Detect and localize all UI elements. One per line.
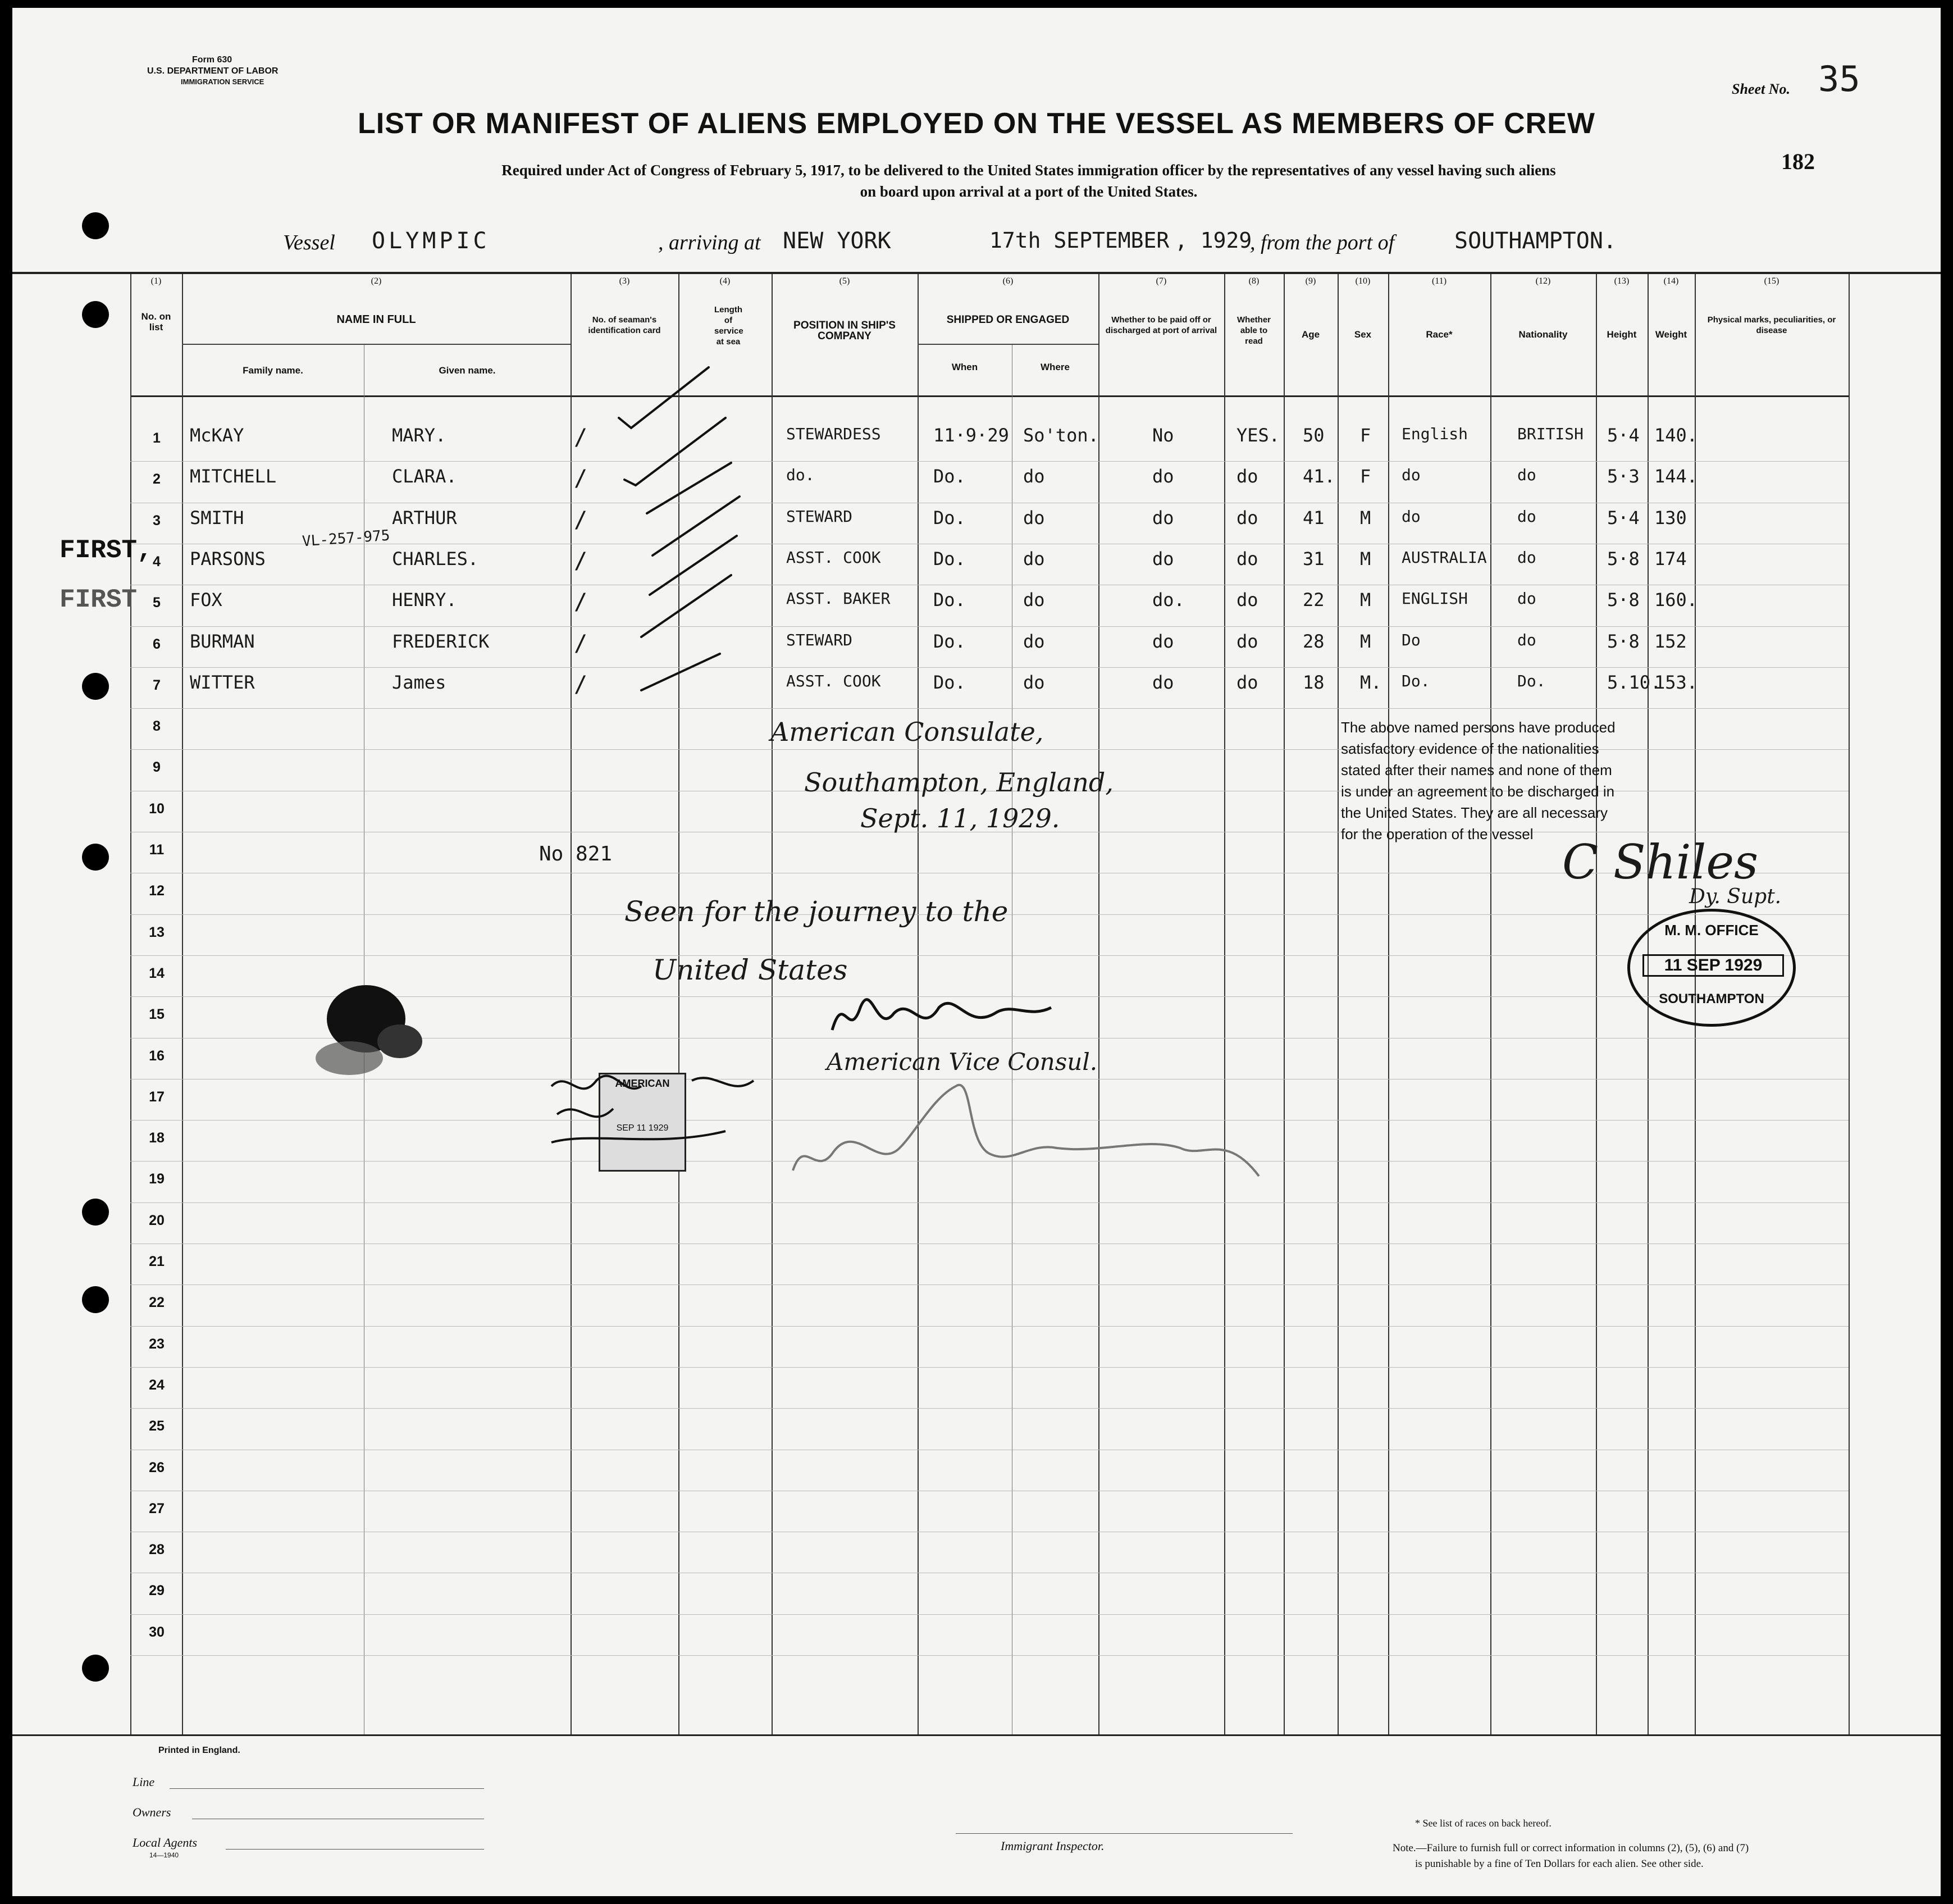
col-header-given-name: Given name. bbox=[439, 365, 496, 376]
row-number: 15 bbox=[149, 1006, 165, 1022]
row-number: 28 bbox=[149, 1542, 165, 1557]
statement-line: stated after their names and none of them bbox=[1341, 762, 1612, 778]
position-cell: ASST. COOK bbox=[786, 672, 881, 690]
statement-line: satisfactory evidence of the nationalities bbox=[1341, 740, 1599, 757]
age-cell: 41 bbox=[1303, 507, 1325, 529]
shipped-where-cell: So'ton. bbox=[1023, 425, 1099, 446]
table-top-border bbox=[12, 272, 1941, 274]
row-number: 16 bbox=[149, 1048, 165, 1064]
statement-line: the United States. They are all necessary bbox=[1341, 804, 1608, 821]
family-name-cell: SMITH bbox=[190, 507, 244, 529]
shipped-when-cell: Do. bbox=[933, 672, 966, 693]
row-number: 25 bbox=[149, 1418, 165, 1434]
shipped-where-cell: do bbox=[1023, 589, 1045, 611]
statement-line: The above named persons have produced bbox=[1341, 719, 1616, 736]
sheet-label: Sheet No. bbox=[1732, 81, 1790, 97]
penalty-note-2: is punishable by a fine of Ten Dollars for each alien. See other side. bbox=[1415, 1858, 1704, 1870]
nationality-cell: do bbox=[1517, 631, 1536, 649]
family-name-cell: McKAY bbox=[190, 425, 244, 446]
able-read-cell: YES. bbox=[1236, 425, 1280, 446]
sex-cell: M. bbox=[1360, 672, 1382, 693]
weight-cell: 140. bbox=[1654, 425, 1698, 446]
row-line bbox=[130, 1408, 1849, 1409]
col-num: (11) bbox=[1431, 276, 1447, 286]
first-mark-2: FIRST bbox=[60, 585, 138, 614]
age-cell: 50 bbox=[1303, 425, 1325, 446]
paid-off-cell: do bbox=[1152, 631, 1174, 652]
shipped-when-cell: Do. bbox=[933, 589, 966, 611]
row-number: 27 bbox=[149, 1501, 165, 1516]
inspector-label: Immigrant Inspector. bbox=[1001, 1839, 1105, 1853]
position-cell: STEWARDESS bbox=[786, 425, 881, 443]
owners-label: Owners bbox=[133, 1805, 171, 1819]
paid-off-cell: No bbox=[1152, 425, 1174, 446]
office-stamp-top: M. M. OFFICE bbox=[1664, 922, 1759, 939]
col-header-no-on-list: No. on list bbox=[141, 311, 171, 332]
seaman-card-cell: / bbox=[574, 466, 588, 491]
from-label: , from the port of bbox=[1250, 231, 1395, 254]
able-read-cell: do bbox=[1236, 466, 1258, 487]
row-line bbox=[130, 667, 1849, 668]
nationality-cell: do bbox=[1517, 466, 1536, 484]
sex-cell: M bbox=[1360, 589, 1371, 611]
family-name-cell: FOX bbox=[190, 589, 222, 611]
col-header-length-service: Length of service at sea bbox=[714, 305, 743, 347]
line-field bbox=[170, 1788, 484, 1789]
races-note: * See list of races on back hereof. bbox=[1415, 1818, 1552, 1829]
row-number: 14 bbox=[149, 965, 165, 981]
shipped-where-cell: do bbox=[1023, 548, 1045, 570]
race-cell: AUSTRALIA bbox=[1402, 548, 1487, 567]
vessel-name: OLYMPIC bbox=[372, 228, 490, 254]
punch-hole bbox=[82, 301, 109, 328]
office-stamp-bottom: SOUTHAMPTON bbox=[1659, 991, 1764, 1006]
col-num: (10) bbox=[1355, 276, 1371, 286]
col-header-name: NAME IN FULL bbox=[336, 313, 416, 326]
row-number: 6 bbox=[153, 636, 161, 652]
position-cell: do. bbox=[786, 466, 815, 484]
family-name-cell: BURMAN bbox=[190, 631, 255, 652]
age-cell: 28 bbox=[1303, 631, 1325, 652]
vice-consul-title: American Vice Consul. bbox=[827, 1048, 1098, 1076]
row-number: 20 bbox=[149, 1213, 165, 1228]
punch-hole bbox=[82, 844, 109, 871]
sheet-number: 35 bbox=[1818, 58, 1860, 99]
race-cell: ENGLISH bbox=[1402, 589, 1468, 608]
statement-line: is under an agreement to be discharged in bbox=[1341, 783, 1615, 800]
statement-line: for the operation of the vessel bbox=[1341, 826, 1534, 842]
seaman-card-cell: / bbox=[574, 507, 588, 533]
row-number: 30 bbox=[149, 1624, 165, 1640]
row-number: 5 bbox=[153, 595, 161, 611]
weight-cell: 130 bbox=[1654, 507, 1687, 529]
position-cell: STEWARD bbox=[786, 631, 853, 649]
page-title: LIST OR MANIFEST OF ALIENS EMPLOYED ON THE VESSEL AS MEMBERS OF CREW bbox=[358, 107, 1595, 140]
row-line bbox=[130, 708, 1849, 709]
punch-hole bbox=[82, 1199, 109, 1226]
col-num: (13) bbox=[1614, 276, 1630, 286]
consulate-line-1: American Consulate, bbox=[770, 717, 1044, 747]
row-number: 4 bbox=[153, 554, 161, 570]
row-number: 8 bbox=[153, 718, 161, 734]
given-name-cell: James bbox=[392, 672, 446, 693]
given-name-cell: FREDERICK bbox=[392, 631, 490, 652]
sex-cell: F bbox=[1360, 466, 1371, 487]
height-cell: 5.10. bbox=[1607, 672, 1662, 693]
shipped-when-cell: Do. bbox=[933, 548, 966, 570]
given-name-cell: CLARA. bbox=[392, 466, 457, 487]
reference-number: No 821 bbox=[539, 842, 613, 866]
punch-hole bbox=[82, 673, 109, 700]
able-read-cell: do bbox=[1236, 589, 1258, 611]
punch-hole bbox=[82, 212, 109, 239]
nationality-cell: do bbox=[1517, 548, 1536, 567]
arrival-date: 17th SEPTEMBER bbox=[989, 228, 1170, 253]
col-num: (1) bbox=[150, 276, 162, 286]
race-cell: English bbox=[1402, 425, 1468, 443]
given-name-cell: ARTHUR bbox=[392, 507, 457, 529]
height-cell: 5·8 bbox=[1607, 589, 1640, 611]
row-number: 3 bbox=[153, 513, 161, 529]
row-number: 10 bbox=[149, 801, 165, 817]
row-number: 7 bbox=[153, 677, 161, 693]
weight-cell: 152 bbox=[1654, 631, 1687, 652]
able-read-cell: do bbox=[1236, 672, 1258, 693]
row-number: 26 bbox=[149, 1460, 165, 1475]
row-line bbox=[130, 1655, 1849, 1656]
given-name-cell: HENRY. bbox=[392, 589, 457, 611]
col-header-race: Race* bbox=[1426, 329, 1453, 340]
shipped-where-cell: do bbox=[1023, 507, 1045, 529]
row-line bbox=[130, 955, 1849, 956]
given-name-cell: CHARLES. bbox=[392, 548, 479, 570]
position-cell: ASST. BAKER bbox=[786, 589, 891, 608]
weight-cell: 153. bbox=[1654, 672, 1698, 693]
shipped-where-cell: do bbox=[1023, 466, 1045, 487]
col-num: (6) bbox=[1002, 276, 1014, 286]
row-line bbox=[130, 1243, 1849, 1244]
seaman-card-cell: / bbox=[574, 589, 588, 615]
local-agents-label: Local Agents bbox=[133, 1835, 198, 1850]
superintendent-signature: C Shiles bbox=[1562, 835, 1759, 890]
service-name: IMMIGRATION SERVICE bbox=[181, 78, 264, 86]
col-num: (12) bbox=[1535, 276, 1551, 286]
able-read-cell: do bbox=[1236, 631, 1258, 652]
row-line bbox=[130, 1367, 1849, 1368]
from-port: SOUTHAMPTON. bbox=[1454, 228, 1617, 254]
local-agents-field bbox=[226, 1849, 484, 1850]
paid-off-cell: do bbox=[1152, 672, 1174, 693]
sex-cell: M bbox=[1360, 507, 1371, 529]
col-header-family-name: Family name. bbox=[243, 365, 303, 376]
office-stamp-date: 11 SEP 1929 bbox=[1642, 954, 1784, 977]
weight-cell: 144. bbox=[1654, 466, 1698, 487]
col-header-able-read: Whether able to read bbox=[1237, 315, 1271, 346]
able-read-cell: do bbox=[1236, 507, 1258, 529]
family-name-cell: WITTER bbox=[190, 672, 255, 693]
col-num: (15) bbox=[1764, 276, 1779, 286]
col-header-weight: Weight bbox=[1655, 329, 1687, 340]
position-cell: STEWARD bbox=[786, 507, 853, 526]
able-read-cell: do bbox=[1236, 548, 1258, 570]
first-mark-1: FIRST, bbox=[60, 536, 153, 565]
vessel-label: Vessel bbox=[283, 231, 335, 254]
punch-hole bbox=[82, 1655, 109, 1682]
seaman-card-cell: / bbox=[574, 548, 588, 574]
row-number: 11 bbox=[149, 842, 165, 858]
paid-off-cell: do bbox=[1152, 466, 1174, 487]
row-number: 9 bbox=[153, 759, 161, 775]
stamp-scrawl bbox=[546, 1064, 770, 1154]
given-name-cell: MARY. bbox=[392, 425, 446, 446]
shipped-when-cell: Do. bbox=[933, 631, 966, 652]
position-cell: ASST. COOK bbox=[786, 548, 881, 567]
height-cell: 5·8 bbox=[1607, 548, 1640, 570]
family-name-cell: MITCHELL bbox=[190, 466, 277, 487]
col-header-sex: Sex bbox=[1354, 329, 1372, 340]
pencil-signature bbox=[787, 1064, 1270, 1210]
arrival-port: NEW YORK bbox=[783, 228, 891, 254]
seaman-card-cell: / bbox=[574, 672, 588, 698]
subtitle-line-2: on board upon arrival at a port of the United States. bbox=[860, 183, 1198, 200]
shipped-when-cell: 11·9·29 bbox=[933, 425, 1009, 446]
seaman-card-cell: / bbox=[574, 425, 588, 450]
inspector-field bbox=[956, 1833, 1293, 1834]
fee-stamp-date: SEP 11 1929 bbox=[616, 1123, 669, 1133]
form-number: Form 630 bbox=[192, 55, 232, 65]
penalty-note-1: Note.—Failure to furnish full or correct information in columns (2), (5), (6) and (7) bbox=[1393, 1842, 1749, 1854]
race-cell: do bbox=[1402, 507, 1421, 526]
age-cell: 18 bbox=[1303, 672, 1325, 693]
shipped-when-cell: Do. bbox=[933, 507, 966, 529]
nationality-cell: do bbox=[1517, 589, 1536, 608]
nationality-cell: BRITISH bbox=[1517, 425, 1584, 443]
page-number: 182 bbox=[1781, 149, 1815, 174]
check-marks bbox=[596, 356, 832, 704]
seen-note-1: Seen for the journey to the bbox=[624, 895, 1009, 928]
id-note: VL-257-975 bbox=[302, 527, 391, 550]
row-number: 22 bbox=[149, 1295, 165, 1310]
row-number: 1 bbox=[153, 430, 161, 446]
paid-off-cell: do. bbox=[1152, 589, 1185, 611]
paid-off-cell: do bbox=[1152, 507, 1174, 529]
consulate-line-2: Southampton, England, bbox=[804, 767, 1114, 798]
col-header-paid-off: Whether to be paid off or discharged at port of arrival bbox=[1105, 315, 1217, 335]
sex-cell: F bbox=[1360, 425, 1371, 446]
nationality-cell: Do. bbox=[1517, 672, 1546, 690]
ink-blot bbox=[299, 974, 445, 1086]
weight-cell: 160. bbox=[1654, 589, 1698, 611]
col-num: (8) bbox=[1248, 276, 1260, 286]
age-cell: 31 bbox=[1303, 548, 1325, 570]
arrival-year: , 1929 bbox=[1175, 228, 1252, 253]
superintendent-title: Dy. Supt. bbox=[1689, 885, 1782, 908]
arriving-label: , arriving at bbox=[658, 231, 761, 254]
table-bottom-border bbox=[12, 1734, 1941, 1736]
age-cell: 41. bbox=[1303, 466, 1335, 487]
col-num: (9) bbox=[1305, 276, 1316, 286]
form-code: 14—1940 bbox=[149, 1851, 179, 1859]
sex-cell: M bbox=[1360, 631, 1371, 652]
fee-stamp-label: AMERICAN bbox=[615, 1078, 670, 1089]
row-line bbox=[130, 1614, 1849, 1615]
height-cell: 5·3 bbox=[1607, 466, 1640, 487]
row-number: 2 bbox=[153, 471, 161, 487]
nationality-cell: do bbox=[1517, 507, 1536, 526]
consulate-line-3: Sept. 11, 1929. bbox=[860, 803, 1060, 833]
col-header-when: When bbox=[951, 362, 978, 372]
line-label: Line bbox=[133, 1775, 155, 1789]
col-num: (5) bbox=[839, 276, 850, 286]
row-number: 29 bbox=[149, 1583, 165, 1598]
col-header-nationality: Nationality bbox=[1518, 329, 1568, 340]
row-number: 12 bbox=[149, 883, 165, 899]
col-num: (14) bbox=[1663, 276, 1679, 286]
col-header-where: Where bbox=[1041, 362, 1070, 372]
shipped-where-cell: do bbox=[1023, 672, 1045, 693]
paid-off-cell: do bbox=[1152, 548, 1174, 570]
row-number: 13 bbox=[149, 924, 165, 940]
manifest-sheet bbox=[12, 8, 1941, 1896]
race-cell: do bbox=[1402, 466, 1421, 484]
printed-note: Printed in England. bbox=[158, 1746, 240, 1755]
shipped-where-cell: do bbox=[1023, 631, 1045, 652]
race-cell: Do. bbox=[1402, 672, 1430, 690]
col-num: (3) bbox=[619, 276, 630, 286]
row-line bbox=[130, 626, 1849, 627]
shipped-when-cell: Do. bbox=[933, 466, 966, 487]
office-stamp bbox=[1627, 909, 1796, 1027]
row-number: 17 bbox=[149, 1089, 165, 1105]
subtitle-line-1: Required under Act of Congress of February 5, 1917, to be delivered to the United States immigration officer by the representatives of any vessel having such aliens bbox=[501, 162, 1556, 179]
col-header-age: Age bbox=[1301, 329, 1320, 340]
height-cell: 5·4 bbox=[1607, 425, 1640, 446]
col-header-seaman-card: No. of seaman's identification card bbox=[588, 315, 661, 335]
table-header-bottom bbox=[130, 395, 1849, 397]
row-number: 18 bbox=[149, 1130, 165, 1146]
vice-consul-signature bbox=[827, 985, 1062, 1047]
height-cell: 5·8 bbox=[1607, 631, 1640, 652]
department-name: U.S. DEPARTMENT OF LABOR bbox=[147, 66, 279, 76]
height-cell: 5·4 bbox=[1607, 507, 1640, 529]
col-num: (2) bbox=[371, 276, 382, 286]
row-line bbox=[130, 1326, 1849, 1327]
col-header-position: POSITION IN SHIP'S COMPANY bbox=[793, 320, 896, 342]
col-header-physical: Physical marks, peculiarities, or disease bbox=[1707, 315, 1836, 335]
row-number: 21 bbox=[149, 1254, 165, 1269]
age-cell: 22 bbox=[1303, 589, 1325, 611]
col-num: (7) bbox=[1156, 276, 1167, 286]
col-header-shipped: SHIPPED OR ENGAGED bbox=[946, 314, 1070, 326]
row-number: 24 bbox=[149, 1377, 165, 1393]
weight-cell: 174 bbox=[1654, 548, 1687, 570]
col-header-height: Height bbox=[1607, 329, 1637, 340]
seaman-card-cell: / bbox=[574, 631, 588, 657]
row-number: 23 bbox=[149, 1336, 165, 1352]
sex-cell: M bbox=[1360, 548, 1371, 570]
col-num: (4) bbox=[719, 276, 731, 286]
row-line bbox=[130, 461, 1849, 462]
family-name-cell: PARSONS bbox=[190, 548, 266, 570]
seen-note-2: United States bbox=[652, 954, 848, 986]
row-line bbox=[130, 1284, 1849, 1285]
race-cell: Do bbox=[1402, 631, 1421, 649]
row-number: 19 bbox=[149, 1171, 165, 1187]
punch-hole bbox=[82, 1286, 109, 1313]
